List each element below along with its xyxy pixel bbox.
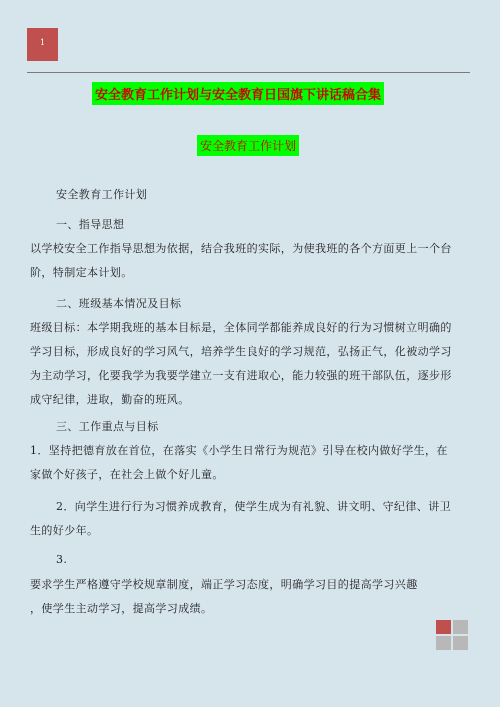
body-line: 阶，特制定本计划。 bbox=[30, 266, 133, 279]
decor-square-grey bbox=[436, 636, 451, 650]
body-line: 为主动学习，化要我学为我要学建立一支有进取心，能力较强的班干部队伍，逐步形 bbox=[30, 369, 452, 382]
header-divider bbox=[27, 72, 470, 73]
decor-square-grey bbox=[453, 636, 468, 650]
body-line: 二、班级基本情况及目标 bbox=[56, 297, 182, 310]
body-line: 学习目标，形成良好的学习风气，培养学生良好的学习规范，弘扬正气，化被动学习 bbox=[30, 345, 452, 358]
body-line: 三、工作重点与目标 bbox=[56, 420, 159, 433]
decor-square-grey bbox=[453, 620, 468, 634]
body-line: 安全教育工作计划 bbox=[56, 188, 148, 201]
decor-square-red bbox=[436, 620, 451, 634]
body-line: 班级目标：本学期我班的基本目标是，全体同学都能养成良好的行为习惯树立明确的 bbox=[30, 321, 452, 334]
body-line: 要求学生严格遵守学校规章制度，端正学习态度，明确学习目的提高学习兴趣 bbox=[30, 578, 418, 591]
body-line: 3. bbox=[56, 553, 68, 566]
body-line: 家做个好孩子，在社会上做个好儿童。 bbox=[30, 468, 224, 481]
page-number-badge bbox=[27, 28, 58, 61]
body-line: 1．坚持把德育放在首位，在落实《小学生日常行为规范》引导在校内做好学生，在 bbox=[30, 444, 448, 457]
document-title: 安全教育工作计划与安全教育日国旗下讲话稿合集 bbox=[92, 82, 384, 105]
section-title: 安全教育工作计划 bbox=[197, 135, 299, 156]
body-line: ，使学生主动学习，提高学习成绩。 bbox=[30, 602, 213, 615]
page-number: 1 bbox=[39, 38, 46, 47]
body-line: 成守纪律，进取，勤奋的班风。 bbox=[30, 393, 190, 406]
body-line: 生的好少年。 bbox=[30, 524, 99, 537]
body-line: 2．向学生进行行为习惯养成教育，使学生成为有礼貌、讲文明、守纪律、讲卫 bbox=[56, 500, 451, 513]
body-line: 以学校安全工作指导思想为依据，结合我班的实际，为使我班的各个方面更上一个台 bbox=[30, 242, 452, 255]
body-line: 一、指导思想 bbox=[56, 218, 125, 231]
